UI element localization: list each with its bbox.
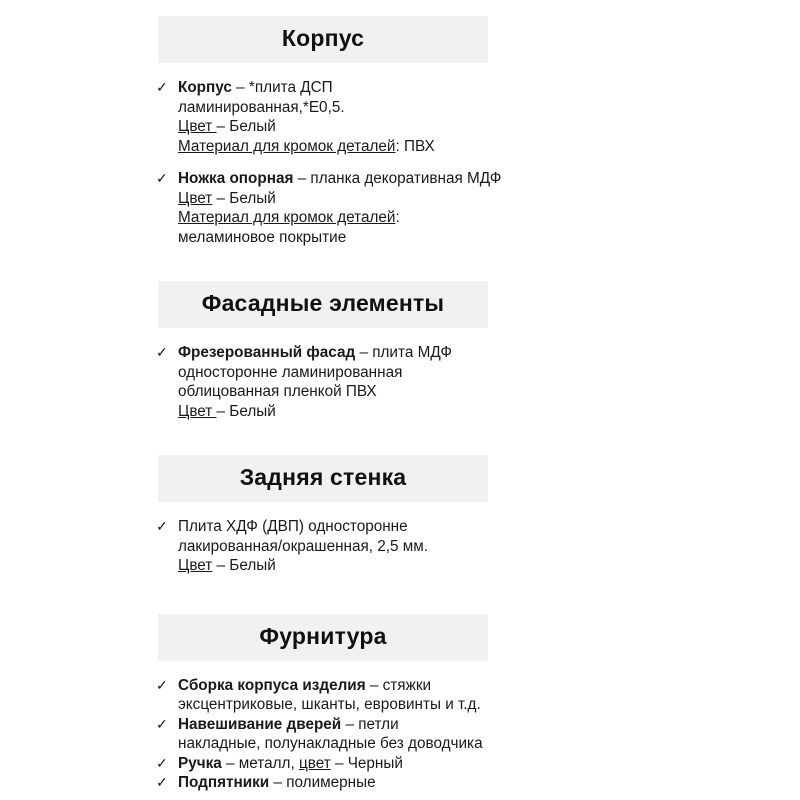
item-line: Подпятники – полимерные bbox=[178, 774, 376, 791]
item-line: накладные, полунакладные без доводчика bbox=[178, 735, 483, 752]
check-icon: ✓ bbox=[156, 170, 168, 186]
section-korpus bbox=[0, 16, 800, 247]
item-list-zadnyaya-stenka bbox=[0, 517, 800, 576]
item-list-korpus bbox=[0, 78, 800, 247]
list-item bbox=[0, 773, 800, 793]
section-header-korpus: Корпус bbox=[158, 16, 488, 63]
check-icon: ✓ bbox=[156, 754, 168, 771]
section-zadnyaya-stenka bbox=[0, 455, 800, 576]
section-furnitura bbox=[0, 614, 800, 793]
item-line: ламинированная,*Е0,5. bbox=[178, 98, 345, 116]
list-item bbox=[0, 78, 800, 156]
item-label: Цвет bbox=[178, 557, 213, 574]
item-line: Цвет – Белый bbox=[178, 118, 276, 135]
item-label: Цвет bbox=[178, 402, 217, 420]
check-icon: ✓ bbox=[156, 715, 168, 732]
item-label: Цвет bbox=[178, 118, 217, 135]
item-line: эксцентриковые, шканты, евровинты и т.д. bbox=[178, 696, 481, 713]
item-line: Ручка – металл, цвет – Черный bbox=[178, 754, 403, 772]
item-line: Фрезерованный фасад – плита МДФ bbox=[178, 344, 452, 361]
item-term: Фрезерованный фасад bbox=[178, 344, 356, 361]
item-term: Навешивание дверей bbox=[178, 715, 342, 733]
item-line: Материал для кромок деталей: ПВХ bbox=[178, 137, 435, 155]
item-term: Корпус bbox=[178, 79, 232, 96]
item-line: Плита ХДФ (ДВП) односторонне bbox=[178, 518, 408, 535]
item-label: Материал для кромок деталей bbox=[178, 137, 396, 155]
item-line: Ножка опорная – планка декоративная МДФ bbox=[178, 170, 502, 187]
list-item bbox=[0, 517, 800, 576]
item-line: Сборка корпуса изделия – стяжки bbox=[178, 676, 432, 694]
check-icon: ✓ bbox=[156, 774, 168, 790]
section-header-fasadnye-elementy: Фасадные элементы bbox=[158, 281, 488, 328]
item-line: меламиновое покрытие bbox=[178, 228, 347, 246]
item-list-fasadnye-elementy bbox=[0, 343, 800, 421]
item-term: Подпятники bbox=[178, 774, 270, 791]
list-item bbox=[0, 754, 800, 774]
check-icon: ✓ bbox=[156, 344, 168, 360]
section-fasadnye-elementy bbox=[0, 281, 800, 421]
item-line: Корпус – *плита ДСП bbox=[178, 79, 333, 96]
list-item bbox=[0, 676, 800, 715]
section-header-zadnyaya-stenka: Задняя стенка bbox=[158, 455, 488, 502]
list-item bbox=[0, 343, 800, 421]
item-line: Цвет – Белый bbox=[178, 557, 276, 574]
check-icon: ✓ bbox=[156, 518, 168, 534]
item-label: Цвет bbox=[178, 189, 213, 207]
item-term: Сборка корпуса изделия bbox=[178, 676, 366, 694]
check-icon: ✓ bbox=[156, 676, 168, 693]
item-line: облицованная пленкой ПВХ bbox=[178, 383, 377, 400]
check-icon: ✓ bbox=[156, 79, 168, 95]
list-item bbox=[0, 715, 800, 754]
item-line: Цвет – Белый bbox=[178, 402, 276, 420]
item-term: Ножка опорная bbox=[178, 170, 294, 187]
item-line: Цвет – Белый bbox=[178, 189, 276, 207]
item-line: лакированная/окрашенная, 2,5 мм. bbox=[178, 537, 429, 555]
item-term: Ручка bbox=[178, 754, 222, 772]
item-line: Материал для кромок деталей: bbox=[178, 209, 400, 226]
section-header-furnitura: Фурнитура bbox=[158, 614, 488, 661]
list-item bbox=[0, 169, 800, 247]
item-list-furnitura bbox=[0, 676, 800, 793]
item-label: Материал для кромок деталей bbox=[178, 209, 396, 226]
item-line: Навешивание дверей – петли bbox=[178, 715, 399, 733]
item-line: односторонне ламинированная bbox=[178, 363, 403, 381]
item-label: цвет bbox=[298, 754, 331, 772]
